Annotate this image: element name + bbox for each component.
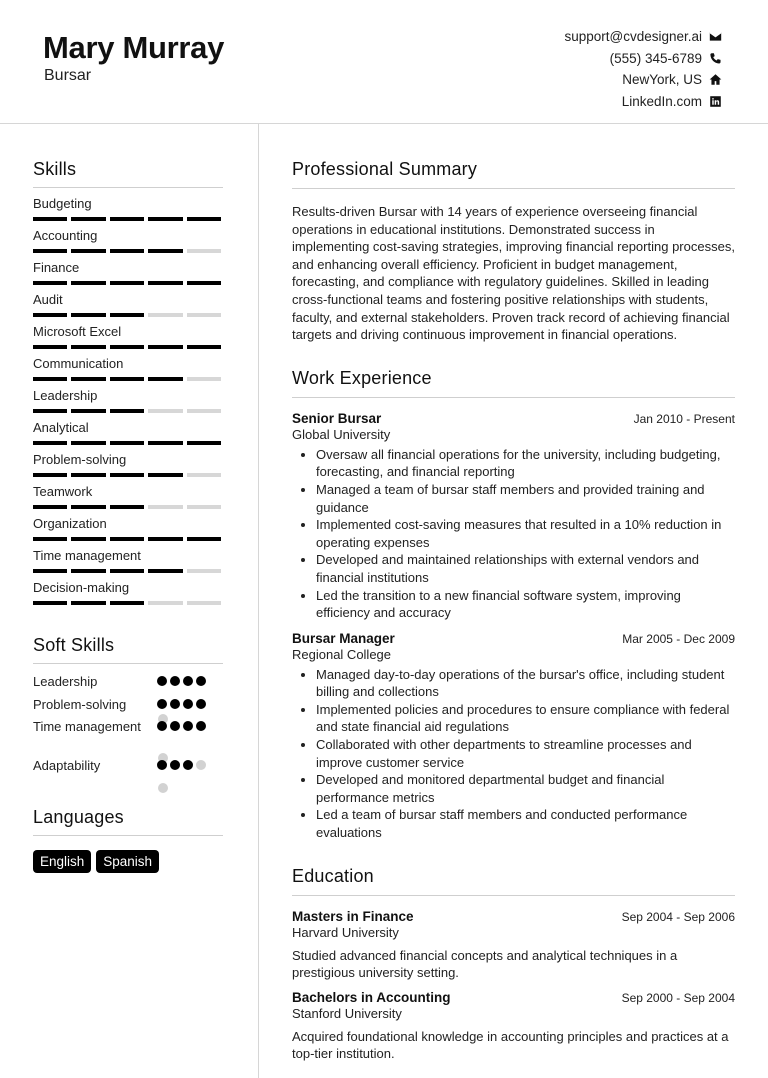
languages-list: [33, 850, 223, 873]
skill-level-segment: [148, 281, 182, 285]
job-entry: [292, 631, 735, 842]
rating-dot: [157, 676, 167, 686]
contact-phone[interactable]: [564, 48, 722, 70]
skill-level-segment: [110, 569, 144, 573]
skill-name: Analytical: [33, 420, 89, 435]
job-bullet: • Managed a team of bursar staff members and provided training and guidance: [316, 481, 735, 516]
skill-item: [33, 420, 223, 452]
education-header: [292, 990, 735, 1005]
skill-level-segment: [33, 473, 67, 477]
skill-level-segment: [148, 505, 182, 509]
skill-name: Accounting: [33, 228, 98, 243]
education-list: [292, 909, 735, 1063]
skill-level-segment: [187, 537, 221, 541]
soft-skill-rating: [157, 676, 206, 696]
job-bullets: [292, 666, 735, 842]
skill-level-segment: [71, 601, 105, 605]
contact-phone-text: (555) 345-6789: [609, 50, 702, 66]
skill-level-segment: [148, 377, 182, 381]
skill-level-segment: [71, 569, 105, 573]
job-organization: Regional College: [292, 646, 392, 662]
contact-block: [564, 26, 722, 112]
right-column: [292, 124, 735, 1063]
rating-dot: [183, 699, 193, 709]
skill-level-segment: [110, 281, 144, 285]
skill-level-segment: [71, 313, 105, 317]
job-bullet: • Led the transition to a new financial software system, improving efficiency and accuracy: [316, 587, 735, 622]
degree-title: Masters in Finance: [292, 908, 414, 924]
skill-item: [33, 548, 223, 580]
resume-header: [0, 0, 768, 124]
rating-dot: [158, 783, 168, 793]
skill-level-segment: [33, 505, 67, 509]
rating-dot: [170, 699, 180, 709]
education-description: Acquired foundational knowledge in accounting principles and practices at a top-tier institution.: [292, 1028, 729, 1062]
linkedin-icon: [708, 94, 722, 108]
job-date: Mar 2005 - Dec 2009: [622, 631, 735, 646]
skill-level-bar: [33, 569, 223, 573]
skill-level-bar: [33, 409, 223, 413]
skill-level-segment: [110, 537, 144, 541]
skill-level-segment: [33, 313, 67, 317]
skill-level-segment: [110, 217, 144, 221]
rating-dot: [157, 699, 167, 709]
skill-level-segment: [33, 441, 67, 445]
skill-level-segment: [71, 473, 105, 477]
skill-name: Time management: [33, 548, 141, 563]
skill-level-segment: [187, 505, 221, 509]
job-bullet: • Implemented cost-saving measures that resulted in a 10% reduction in operating expenses: [316, 516, 735, 551]
job-bullet: • Managed day-to-day operations of the bursar's office, including student billing and collections: [316, 666, 735, 701]
skill-level-segment: [33, 601, 67, 605]
contact-email-text: support@cvdesigner.ai: [564, 29, 702, 45]
skill-level-segment: [148, 473, 182, 477]
skill-level-segment: [148, 601, 182, 605]
summary-text: Results-driven Bursar with 14 years of experience overseeing financial operations in educational institutions. Demonstrated success in implementing cost-saving strategies, improving financial reporting processes, and enhancing overall efficiency. Proficient in budget management, forecasting, and compliance with regulatory guidelines. Skilled in leading cross-functional teams and fostering positive relationships with students, faculty, and external stakeholders. Proven track record of achieving financial targets and driving continuous improvement in financial operations.: [292, 204, 735, 343]
rating-dot: [183, 676, 193, 686]
skill-level-bar: [33, 345, 223, 349]
rating-dot: [170, 676, 180, 686]
skill-level-segment: [187, 441, 221, 445]
skill-item: [33, 452, 223, 484]
skill-level-segment: [110, 345, 144, 349]
skill-level-segment: [148, 409, 182, 413]
skill-item: [33, 580, 223, 612]
rating-dot: [157, 721, 167, 731]
skill-level-segment: [187, 569, 221, 573]
job-bullet: • Implemented policies and procedures to ensure compliance with federal and state financial aid regulations: [316, 701, 735, 736]
skill-item: [33, 228, 223, 260]
soft-skill-name: Leadership: [33, 674, 98, 689]
school-name: Harvard University: [292, 924, 399, 940]
skill-level-segment: [33, 249, 67, 253]
skill-level-segment: [71, 505, 105, 509]
skill-level-segment: [148, 217, 182, 221]
skill-level-segment: [148, 537, 182, 541]
skill-level-segment: [33, 281, 67, 285]
skill-name: Audit: [33, 292, 63, 307]
skill-name: Decision-making: [33, 580, 130, 595]
work-heading: Work Experience: [292, 368, 735, 398]
skill-level-segment: [71, 537, 105, 541]
skill-name: Leadership: [33, 388, 98, 403]
column-divider: [258, 124, 259, 1078]
languages-heading: Languages: [33, 807, 223, 836]
skill-name: Communication: [33, 356, 124, 371]
skill-item: [33, 356, 223, 388]
rating-dot: [183, 721, 193, 731]
soft-skills-list: [33, 673, 223, 787]
education-header: [292, 909, 735, 924]
job-bullets: [292, 446, 735, 622]
skill-level-bar: [33, 537, 223, 541]
skill-level-segment: [71, 377, 105, 381]
skill-level-segment: [33, 217, 67, 221]
work-list: [292, 411, 735, 842]
skill-level-segment: [110, 249, 144, 253]
skill-level-segment: [110, 473, 144, 477]
summary-heading: Professional Summary: [292, 159, 735, 189]
soft-skill-rating: [157, 721, 206, 757]
job-bullet: • Developed and maintained relationships with external vendors and financial institutions: [316, 551, 735, 586]
skill-name: Problem-solving: [33, 452, 127, 467]
skill-item: [33, 324, 223, 356]
soft-skill-item: [33, 757, 223, 787]
skill-level-segment: [187, 249, 221, 253]
skill-level-segment: [33, 537, 67, 541]
contact-linkedin[interactable]: [564, 91, 722, 113]
soft-skills-heading: Soft Skills: [33, 635, 223, 664]
skill-name: Teamwork: [33, 484, 93, 499]
rating-dot: [196, 676, 206, 686]
skill-level-segment: [110, 505, 144, 509]
skill-level-bar: [33, 281, 223, 285]
skill-level-segment: [110, 441, 144, 445]
home-icon: [708, 73, 722, 87]
candidate-role: Bursar: [44, 67, 92, 84]
skill-level-bar: [33, 377, 223, 381]
job-header: [292, 631, 735, 646]
skill-item: [33, 484, 223, 516]
rating-dot: [196, 721, 206, 731]
skill-name: Microsoft Excel: [33, 324, 122, 339]
contact-email[interactable]: [564, 26, 722, 48]
skill-item: [33, 388, 223, 420]
skill-level-segment: [33, 409, 67, 413]
skill-level-segment: [71, 249, 105, 253]
education-entry: [292, 990, 735, 1063]
rating-dot: [170, 760, 180, 770]
skill-name: Budgeting: [33, 196, 92, 211]
skill-level-segment: [187, 345, 221, 349]
education-date: Sep 2000 - Sep 2004: [621, 990, 735, 1005]
job-bullet: • Led a team of bursar staff members and conducted performance evaluations: [316, 806, 735, 841]
envelope-icon: [708, 30, 722, 44]
language-tag: Spanish: [96, 850, 159, 873]
candidate-name: Mary Murray: [43, 30, 225, 65]
soft-skill-item: [33, 718, 223, 757]
skill-level-segment: [148, 313, 182, 317]
education-heading: Education: [292, 866, 735, 896]
skill-name: Organization: [33, 516, 107, 531]
job-title: Senior Bursar: [292, 410, 382, 426]
contact-location-text: NewYork, US: [622, 72, 702, 88]
skill-level-segment: [33, 569, 67, 573]
skill-item: [33, 260, 223, 292]
job-bullet: • Collaborated with other departments to streamline processes and improve customer service: [316, 736, 735, 771]
contact-location: [564, 69, 722, 91]
skill-level-segment: [187, 377, 221, 381]
skill-level-segment: [187, 281, 221, 285]
skill-item: [33, 292, 223, 324]
skill-level-segment: [148, 569, 182, 573]
education-date: Sep 2004 - Sep 2006: [621, 909, 735, 924]
skill-level-segment: [148, 345, 182, 349]
skill-level-segment: [148, 441, 182, 445]
job-date: Jan 2010 - Present: [633, 411, 735, 426]
skill-level-segment: [110, 313, 144, 317]
skill-level-bar: [33, 601, 223, 605]
skill-level-segment: [110, 601, 144, 605]
soft-skill-name: Time management: [33, 719, 141, 734]
skill-level-segment: [71, 441, 105, 445]
skill-level-segment: [187, 409, 221, 413]
soft-skill-name: Problem-solving: [33, 697, 127, 712]
skill-level-segment: [33, 377, 67, 381]
rating-dot: [157, 760, 167, 770]
rating-dot: [196, 699, 206, 709]
skill-level-segment: [33, 345, 67, 349]
skill-level-segment: [71, 409, 105, 413]
skill-item: [33, 196, 223, 228]
rating-dot: [183, 760, 193, 770]
job-bullet: • Oversaw all financial operations for the university, including budgeting, forecasting, and financial reporting: [316, 446, 735, 481]
degree-title: Bachelors in Accounting: [292, 989, 451, 1005]
skill-level-bar: [33, 473, 223, 477]
skill-level-segment: [187, 473, 221, 477]
skill-level-bar: [33, 313, 223, 317]
skill-level-bar: [33, 249, 223, 253]
job-title: Bursar Manager: [292, 630, 395, 646]
skill-item: [33, 516, 223, 548]
school-name: Stanford University: [292, 1005, 402, 1021]
skill-name: Finance: [33, 260, 80, 275]
job-organization: Global University: [292, 426, 391, 442]
skills-list: [33, 196, 223, 612]
skill-level-segment: [110, 377, 144, 381]
soft-skill-name: Adaptability: [33, 758, 101, 773]
language-tag: English: [33, 850, 91, 873]
rating-dot: [196, 760, 206, 770]
skill-level-bar: [33, 217, 223, 221]
skill-level-segment: [187, 313, 221, 317]
skill-level-segment: [110, 409, 144, 413]
skill-level-segment: [187, 217, 221, 221]
phone-icon: [708, 51, 722, 65]
job-header: [292, 411, 735, 426]
skill-level-bar: [33, 441, 223, 445]
education-entry: [292, 909, 735, 982]
job-entry: [292, 411, 735, 622]
job-bullet: • Developed and monitored departmental budget and financial performance metrics: [316, 771, 735, 806]
skill-level-bar: [33, 505, 223, 509]
education-description: Studied advanced financial concepts and analytical techniques in a prestigious university setting.: [292, 947, 678, 981]
skill-level-segment: [71, 217, 105, 221]
skill-level-segment: [71, 345, 105, 349]
soft-skill-item: [33, 673, 223, 696]
contact-linkedin-text: LinkedIn.com: [621, 93, 702, 109]
rating-dot: [170, 721, 180, 731]
skill-level-segment: [71, 281, 105, 285]
skills-heading: Skills: [33, 159, 223, 188]
left-column: [33, 124, 223, 873]
soft-skill-item: [33, 696, 223, 718]
skill-level-segment: [187, 601, 221, 605]
skill-level-segment: [148, 249, 182, 253]
